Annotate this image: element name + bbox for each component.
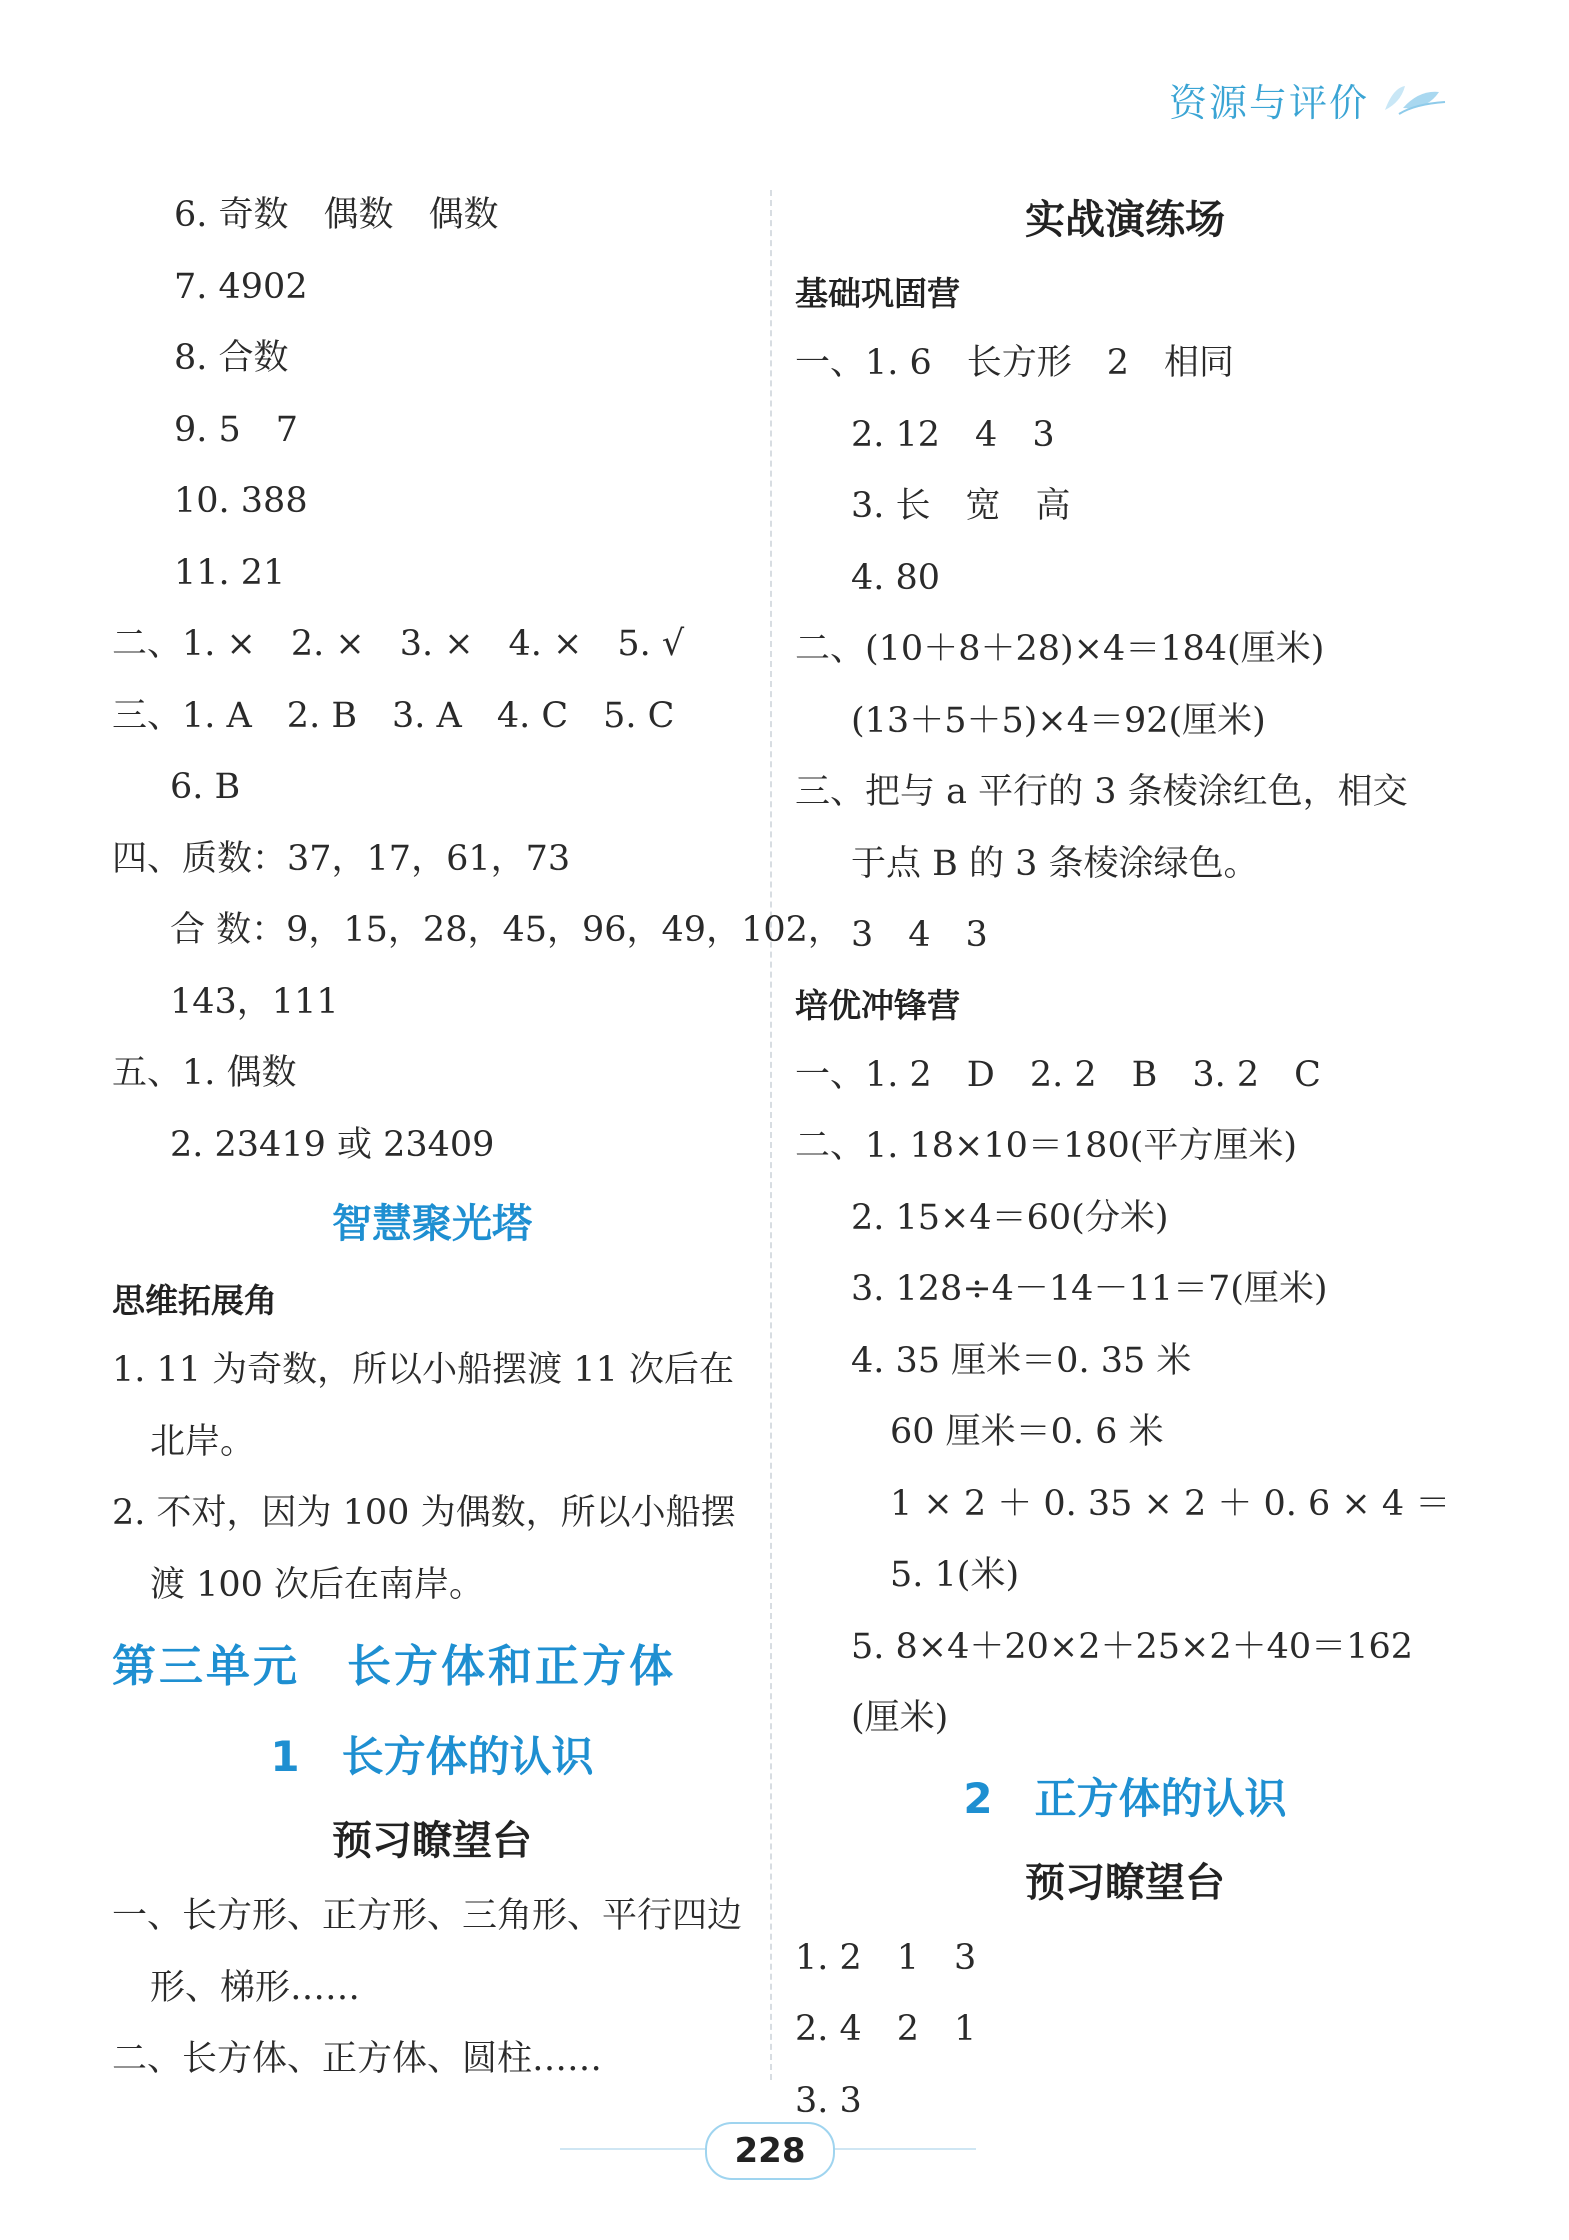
answer-line: 1 × 2 ＋ 0. 35 × 2 ＋ 0. 6 × 4 ＝ <box>890 1483 1451 1524</box>
page-number-badge <box>705 2122 835 2180</box>
subsection-title-thinking: 思维拓展角 <box>112 1281 277 1320</box>
column-divider <box>770 190 772 2080</box>
answer-line: 60 厘米＝0. 6 米 <box>890 1412 1164 1452</box>
left-column <box>112 180 843 2096</box>
section-title-practice: 实战演练场 <box>1025 197 1225 243</box>
answer-line: 3. 128÷4－14－11＝7(厘米) <box>851 1269 1328 1309</box>
answer-line: 三、把与 a 平行的 3 条棱涂红色，相交 <box>795 772 1408 812</box>
answer-line: 6. B <box>170 767 241 807</box>
answer-line: 一、1. 6 长方形 2 相同 <box>795 343 1235 383</box>
answer-line: 8. 合数 <box>174 338 289 378</box>
section-title-preview: 预习瞭望台 <box>332 1818 532 1864</box>
answer-line: 6. 奇数 偶数 偶数 <box>174 195 499 235</box>
answer-line: 2. 不对，因为 100 为偶数，所以小船摆 <box>112 1493 736 1533</box>
answer-line: 二、1. 18×10＝180(平方厘米) <box>795 1126 1298 1166</box>
answer-line: 9. 5 7 <box>174 409 299 450</box>
answer-line: 于点 B 的 3 条棱涂绿色。 <box>851 843 1259 884</box>
answer-line: 一、长方形、正方形、三角形、平行四边 <box>112 1896 743 1936</box>
answer-line: 形、梯形…… <box>150 1967 361 2008</box>
page-number: 228 <box>734 2131 806 2171</box>
section-title-preview-2: 预习瞭望台 <box>1025 1859 1225 1906</box>
page-header <box>1169 72 1449 127</box>
header-title: 资源与评价 <box>1168 81 1369 125</box>
answer-line: 4. 35 厘米＝0. 35 米 <box>851 1340 1192 1381</box>
answer-line: 3 4 3 <box>851 915 988 955</box>
right-column <box>795 180 1455 2137</box>
subsection-title-basic: 基础巩固营 <box>795 274 960 313</box>
answer-line: 北岸。 <box>150 1421 256 1462</box>
answer-line: 2. 15×4＝60(分米) <box>851 1197 1169 1238</box>
leaf-decoration-icon <box>1379 80 1449 120</box>
answer-line: 1. 11 为奇数，所以小船摆渡 11 次后在 <box>112 1350 734 1390</box>
answer-line: 10. 388 <box>174 481 308 521</box>
answer-line: 7. 4902 <box>174 266 308 307</box>
answer-line: 2. 23419 或 23409 <box>170 1124 495 1165</box>
answer-line: 二、(10＋8＋28)×4＝184(厘米) <box>795 629 1325 669</box>
answer-line: 11. 21 <box>174 552 286 593</box>
answer-line: 3. 长 宽 高 <box>851 486 1071 526</box>
answer-line: 1. 2 1 3 <box>795 1937 977 1978</box>
answer-line: 2. 4 2 1 <box>795 2009 977 2049</box>
answer-line: 四、质数：37，17，61，73 <box>112 838 571 879</box>
answer-line: 5. 1(米) <box>890 1555 1020 1595</box>
answer-line: 3. 3 <box>795 2080 862 2121</box>
answer-line: 5. 8×4＋20×2＋25×2＋40＝162 <box>851 1626 1413 1667</box>
answer-line: 143，111 <box>170 981 339 1022</box>
answer-line: 2. 12 4 3 <box>851 414 1055 455</box>
answer-line: 合 数：9，15，28，45，96，49，102， <box>170 910 843 950</box>
answer-line: 二、1. × 2. × 3. × 4. × 5. √ <box>112 624 685 664</box>
answer-line: 三、1. A 2. B 3. A 4. C 5. C <box>112 695 675 736</box>
answer-line: 4. 80 <box>851 557 941 598</box>
section-title-smart: 智慧聚光塔 <box>332 1201 532 1247</box>
answer-line: (13＋5＋5)×4＝92(厘米) <box>851 700 1266 741</box>
answer-line: 五、1. 偶数 <box>112 1053 297 1093</box>
lesson-title-1: 1 长方体的认识 <box>270 1732 594 1781</box>
answer-line: (厘米) <box>851 1698 949 1738</box>
lesson-title-2: 2 正方体的认识 <box>963 1773 1287 1823</box>
answer-line: 一、1. 2 D 2. 2 B 3. 2 C <box>795 1054 1321 1095</box>
answer-list-1 <box>112 180 752 609</box>
subsection-title-advance: 培优冲锋营 <box>795 985 960 1025</box>
unit-title: 第三单元 长方体和正方体 <box>112 1641 676 1692</box>
answer-line: 二、长方体、正方体、圆柱…… <box>112 2039 603 2079</box>
answer-line: 渡 100 次后在南岸。 <box>150 1564 485 1605</box>
